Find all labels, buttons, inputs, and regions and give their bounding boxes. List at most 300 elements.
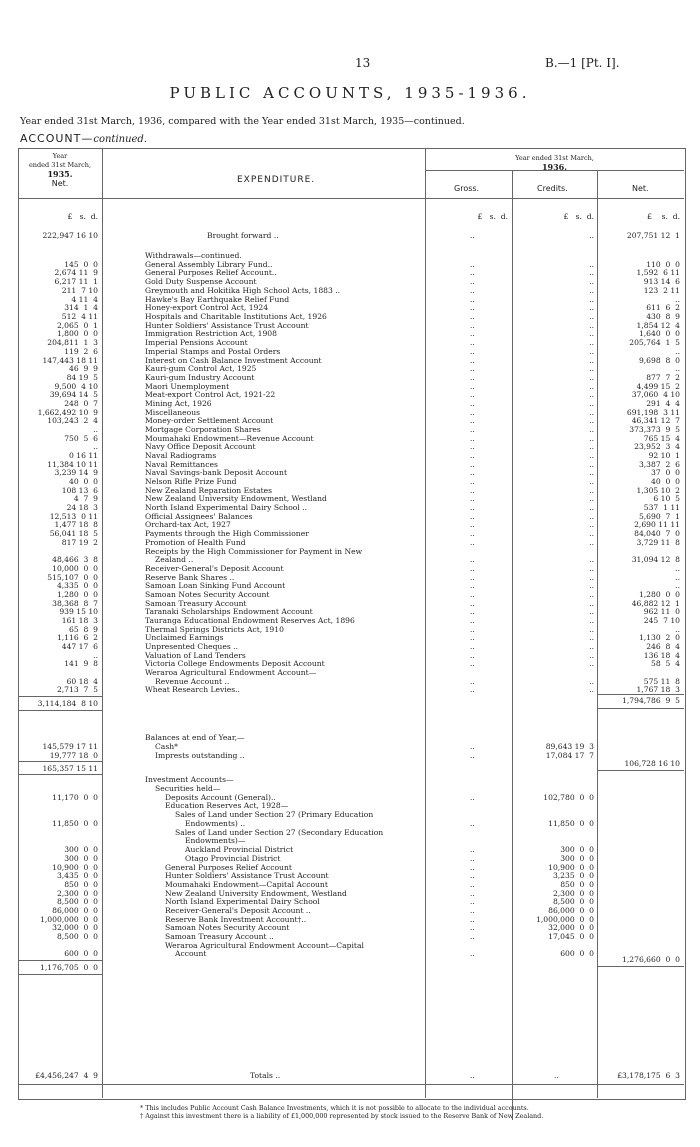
row-prev-value: 145 0 0	[64, 260, 98, 269]
row-label: Tauranga Educational Endowment Reserves Act, 1896	[145, 616, 355, 625]
row-label: Unpresented Cheques ..	[145, 642, 238, 651]
row-label: Valuation of Land Tenders	[145, 651, 246, 660]
row-net-value: 23,952 3 4	[634, 442, 680, 451]
row-label: Gold Duty Suspense Account	[145, 277, 257, 286]
row-net-value: 31,094 12 8	[631, 555, 680, 564]
row-prev-value: 56,041 18 5	[49, 529, 98, 538]
row-credits-value: ..	[589, 599, 594, 608]
row-prev-value: 60 18 4	[66, 677, 98, 686]
header-prev-year-line1: Year	[52, 152, 68, 160]
document-reference: B.—1 [Pt. I].	[545, 56, 620, 70]
header-net: Net.	[632, 184, 649, 193]
rule-investments-prev-2	[18, 974, 103, 975]
row-credits-value: ..	[589, 416, 594, 425]
row-credits-value: ..	[589, 581, 594, 590]
row-label: Samoan Notes Security Account	[165, 923, 290, 932]
row-prev-value: 850 0 0	[64, 880, 98, 889]
row-net-value: 136 18 4	[643, 651, 680, 660]
row-label: Official Assignees' Balances	[145, 512, 253, 521]
row-net-value: 37 0 0	[651, 468, 680, 477]
page-title: PUBLIC ACCOUNTS, 1935-1936.	[169, 84, 531, 102]
row-credits-value: ..	[589, 442, 594, 451]
row-gross-value: ..	[470, 460, 475, 469]
row-prev-value: 103,243 2 4	[47, 416, 98, 425]
row-prev-value: ..	[93, 651, 98, 660]
row-gross-value: ..	[470, 573, 475, 582]
subtitle: Year ended 31st March, 1936, compared with the Year ended 31st March, 1935—continued.	[20, 116, 465, 127]
header-prev-year	[18, 152, 102, 188]
row-gross-value: ..	[470, 390, 475, 399]
row-label: Hunter Soldiers' Assistance Trust Account	[145, 321, 309, 330]
header-current-year-line1: Year ended 31st March,	[515, 154, 594, 162]
row-credits-value: 11,850 0 0	[548, 819, 594, 828]
row-prev-value: 46 9 9	[69, 364, 98, 373]
row-label: Hospitals and Charitable Institutions Act, 1926	[145, 312, 327, 321]
row-label: Revenue Account ..	[155, 677, 230, 686]
currency-prev: £ s. d.	[67, 212, 98, 221]
row-gross-value: ..	[470, 742, 475, 751]
row-prev-value: 211 7 10	[61, 286, 98, 295]
row-credits-value: 850 0 0	[560, 880, 594, 889]
total-gross: ..	[470, 1071, 475, 1080]
row-label: General Purposes Relief Account..	[145, 268, 277, 277]
row-net-value: 2,690 11 11	[634, 520, 680, 529]
row-credits-value: 86,000 0 0	[548, 906, 594, 915]
row-gross-value: ..	[470, 642, 475, 651]
row-credits-value: ..	[589, 260, 594, 269]
footnote-2: † Against this investment there is a liability of £1,000,000 represented by stock issued to the Reserve Bank of New Zealand.	[140, 1112, 544, 1120]
row-gross-value: ..	[470, 321, 475, 330]
row-gross-value: ..	[470, 356, 475, 365]
row-prev-value: 40 0 0	[69, 477, 98, 486]
header-prev-year-line3: 1935.	[47, 169, 73, 179]
row-prev-value: 300 0 0	[64, 845, 98, 854]
row-gross-value: ..	[470, 286, 475, 295]
row-credits-value: 10,900 0 0	[548, 863, 594, 872]
row-label: Naval Remittances	[145, 460, 218, 469]
row-gross-value: ..	[470, 915, 475, 924]
row-net-value: 691,198 3 11	[626, 408, 680, 417]
row-credits-value: 8,500 0 0	[552, 897, 594, 906]
row-label: Endowments) ..	[185, 819, 246, 828]
row-label: Sales of Land under Section 27 (Secondary Education	[175, 828, 384, 837]
row-prev-value: 147,443 18 11	[42, 356, 98, 365]
row-net-value: 575 11 8	[643, 677, 680, 686]
page-number: 13	[355, 56, 371, 70]
row-label: New Zealand Reparation Estates	[145, 486, 273, 495]
row-gross-value: ..	[470, 949, 475, 958]
row-label: Nelson Rifle Prize Fund	[145, 477, 237, 486]
rule-withdrawals-net-2	[597, 708, 684, 709]
row-gross-value: ..	[470, 277, 475, 286]
row-gross-value: ..	[470, 494, 475, 503]
row-net-value: 84,040 7 0	[634, 529, 680, 538]
row-credits-value: ..	[589, 321, 594, 330]
row-label: Account	[175, 949, 207, 958]
row-label: North Island Experimental Dairy School	[165, 897, 320, 906]
row-credits-value: ..	[589, 607, 594, 616]
row-gross-value: ..	[470, 399, 475, 408]
row-prev-value: 39,694 14 5	[49, 390, 98, 399]
row-credits-value: ..	[589, 408, 594, 417]
row-gross-value: ..	[470, 793, 475, 802]
row-prev-value: 222,947 16 10	[42, 231, 98, 240]
row-prev-value: 1,116 6 2	[56, 633, 98, 642]
row-net-value: 291 4 4	[646, 399, 680, 408]
row-label: Sales of Land under Section 27 (Primary Education	[175, 810, 374, 819]
row-net-value: 245 7 10	[643, 616, 680, 625]
row-prev-value: 145,579 17 11	[42, 742, 98, 751]
row-label: General Assembly Library Fund..	[145, 260, 273, 269]
row-credits-value: ..	[589, 373, 594, 382]
row-credits-value: ..	[589, 347, 594, 356]
row-credits-value: 300 0 0	[560, 845, 594, 854]
row-credits-value: ..	[589, 477, 594, 486]
row-label: Navy Office Deposit Account	[145, 442, 256, 451]
row-credits-value: ..	[589, 625, 594, 634]
row-net-value: 913 14 6	[643, 277, 680, 286]
row-prev-value: 84 19 5	[66, 373, 98, 382]
row-net-value: 246 8 4	[646, 642, 680, 651]
row-credits-value: ..	[589, 512, 594, 521]
rule-investments-prev	[18, 960, 103, 961]
row-prev-value: ..	[93, 425, 98, 434]
row-label: Unclaimed Earnings	[145, 633, 224, 642]
row-prev-value: 600 0 0	[64, 949, 98, 958]
row-prev-value: 161 18 3	[61, 616, 98, 625]
row-label: Auckland Provincial District	[185, 845, 294, 854]
row-gross-value: ..	[470, 685, 475, 694]
row-prev-value: 817 19 2	[61, 538, 98, 547]
row-gross-value: ..	[470, 871, 475, 880]
row-label: Hawke's Bay Earthquake Relief Fund	[145, 295, 290, 304]
row-label: Balances at end of Year,—	[145, 733, 245, 742]
row-prev-value: 1,000,000 0 0	[40, 915, 98, 924]
header-credits: Credits.	[537, 184, 568, 193]
row-prev-value: 48,466 3 8	[52, 555, 98, 564]
row-net-value: 58 5 4	[651, 659, 680, 668]
row-gross-value: ..	[470, 260, 475, 269]
row-label: Taranaki Scholarships Endowment Account	[145, 607, 313, 616]
row-label: Weraroa Agricultural Endowment Account—Capital	[165, 941, 364, 950]
row-label: Securities held—	[155, 784, 221, 793]
row-prev-value: 2,674 11 9	[54, 268, 98, 277]
row-gross-value: ..	[470, 231, 475, 240]
row-net-value: 9,698 8 0	[638, 356, 680, 365]
row-prev-value: 515,107 0 0	[47, 573, 98, 582]
row-credits-value: ..	[589, 303, 594, 312]
row-gross-value: ..	[470, 382, 475, 391]
row-net-value: 1,130 2 0	[638, 633, 680, 642]
row-credits-value: 32,000 0 0	[548, 923, 594, 932]
row-net-value: 1,854 12 4	[636, 321, 680, 330]
row-prev-value: 1,477 18 8	[54, 520, 98, 529]
row-credits-value: ..	[589, 503, 594, 512]
row-net-value: 46,341 12 7	[631, 416, 680, 425]
row-prev-value: 19,777 18 0	[49, 751, 98, 760]
row-prev-value: 10,900 0 0	[52, 863, 98, 872]
row-credits-value: ..	[589, 633, 594, 642]
header-gross: Gross.	[454, 184, 480, 193]
row-label: Naval Savings-bank Deposit Account	[145, 468, 287, 477]
row-gross-value: ..	[470, 425, 475, 434]
row-prev-value: 119 2 6	[64, 347, 98, 356]
row-credits-value: ..	[589, 564, 594, 573]
row-net-value: ..	[675, 573, 680, 582]
rule-balances-prev	[18, 761, 103, 762]
row-prev-value: 447 17 6	[61, 642, 98, 651]
row-credits-value: ..	[589, 231, 594, 240]
divider-credits	[597, 170, 598, 1098]
row-label: Promotion of Health Fund	[145, 538, 246, 547]
row-gross-value: ..	[470, 677, 475, 686]
row-credits-value: ..	[589, 399, 594, 408]
row-credits-value: ..	[589, 468, 594, 477]
subtotal-balances-prev: 165,357 15 11	[42, 764, 98, 773]
row-gross-value: ..	[470, 880, 475, 889]
divider-prev	[102, 148, 103, 1098]
row-gross-value: ..	[470, 442, 475, 451]
row-credits-value: ..	[589, 677, 594, 686]
row-label: General Purposes Relief Account	[165, 863, 292, 872]
row-label: Kauri-gum Industry Account	[145, 373, 255, 382]
row-gross-value: ..	[470, 863, 475, 872]
row-prev-value: 1,662,492 10 9	[37, 408, 98, 417]
currency-net: £ s. d.	[647, 212, 680, 221]
subtotal-balances-net: 106,728 16 10	[624, 759, 680, 768]
row-credits-value: 2,300 0 0	[552, 889, 594, 898]
row-net-value: 123 2 11	[643, 286, 680, 295]
row-net-value: ..	[675, 625, 680, 634]
row-credits-value: ..	[589, 364, 594, 373]
header-current-year	[425, 154, 684, 172]
row-credits-value: ..	[589, 685, 594, 694]
row-prev-value: 939 15 10	[59, 607, 98, 616]
row-prev-value: 1,800 0 0	[56, 329, 98, 338]
row-label: New Zealand University Endowment, Westland	[165, 889, 347, 898]
row-net-value: 1,280 0 0	[638, 590, 680, 599]
row-credits-value: ..	[589, 329, 594, 338]
row-net-value: 611 6 2	[646, 303, 680, 312]
row-label: Interest on Cash Balance Investment Account	[145, 356, 322, 365]
row-prev-value: 11,384 10 11	[47, 460, 98, 469]
row-gross-value: ..	[470, 819, 475, 828]
row-credits-value: ..	[589, 277, 594, 286]
total-prev: £4,456,247 4 9	[35, 1071, 98, 1080]
row-label: Moumahaki Endowment—Revenue Account	[145, 434, 314, 443]
row-gross-value: ..	[470, 434, 475, 443]
row-label: Deposits Account (General)..	[165, 793, 276, 802]
row-net-value: 207,751 12 1	[626, 231, 680, 240]
row-gross-value: ..	[470, 520, 475, 529]
row-net-value: ..	[675, 295, 680, 304]
row-prev-value: 6,217 11 1	[54, 277, 98, 286]
row-prev-value: 11,850 0 0	[52, 819, 98, 828]
rule-investments-net	[597, 966, 684, 967]
row-label: Imperial Stamps and Postal Orders	[145, 347, 281, 356]
row-credits-value: ..	[589, 659, 594, 668]
row-gross-value: ..	[470, 295, 475, 304]
row-label: Kauri-gum Control Act, 1925	[145, 364, 257, 373]
row-prev-value: 512 4 11	[61, 312, 98, 321]
row-prev-value: 24 18 3	[66, 503, 98, 512]
row-gross-value: ..	[470, 512, 475, 521]
row-net-value: 877 7 2	[646, 373, 680, 382]
row-credits-value: ..	[589, 494, 594, 503]
row-credits-value: ..	[589, 573, 594, 582]
rule-withdrawals-prev-2	[18, 710, 103, 711]
row-gross-value: ..	[470, 625, 475, 634]
row-net-value: 5,690 7 1	[638, 512, 680, 521]
row-net-value: 962 11 0	[643, 607, 680, 616]
row-label: Miscellaneous	[145, 408, 200, 417]
row-label: Wheat Research Levies..	[145, 685, 240, 694]
row-prev-value: 4,335 0 0	[56, 581, 98, 590]
row-credits-value: 600 0 0	[560, 949, 594, 958]
rule-balances-net	[597, 770, 684, 771]
row-prev-value: 141 9 8	[64, 659, 98, 668]
row-gross-value: ..	[470, 607, 475, 616]
row-credits-value: ..	[589, 616, 594, 625]
row-label: Reserve Bank Investment Account†..	[165, 915, 307, 924]
currency-credits: £ s. d.	[563, 212, 594, 221]
row-net-value: 1,767 18 3	[636, 685, 680, 694]
row-gross-value: ..	[470, 633, 475, 642]
row-net-value: 110 0 0	[646, 260, 680, 269]
rule-withdrawals-net	[597, 694, 684, 695]
row-label: Victoria College Endowments Deposit Account	[145, 659, 325, 668]
header-current-year-line2: 1936.	[541, 162, 568, 172]
row-gross-value: ..	[470, 338, 475, 347]
total-net: £3,178,175 6 3	[617, 1071, 680, 1080]
row-label: Cash*	[155, 742, 178, 751]
row-prev-value: ..	[93, 442, 98, 451]
row-label: Immigration Restriction Act, 1908	[145, 329, 277, 338]
row-label: Samoan Loan Sinking Fund Account	[145, 581, 286, 590]
total-label: Totals ..	[250, 1071, 281, 1080]
row-label: Naval Radiograms	[145, 451, 217, 460]
subtotal-withdrawals-net: 1,794,786 9 5	[622, 696, 680, 705]
row-label: Weraroa Agricultural Endowment Account—	[145, 668, 317, 677]
row-gross-value: ..	[470, 590, 475, 599]
row-credits-value: ..	[589, 312, 594, 321]
row-credits-value: 1,000,000 0 0	[536, 915, 594, 924]
row-credits-value: ..	[589, 642, 594, 651]
row-gross-value: ..	[470, 581, 475, 590]
row-gross-value: ..	[470, 347, 475, 356]
row-label: Thermal Springs Districts Act, 1910	[145, 625, 284, 634]
row-label: Mortgage Corporation Shares	[145, 425, 261, 434]
row-prev-value: 86,000 0 0	[52, 906, 98, 915]
row-gross-value: ..	[470, 538, 475, 547]
row-label: Samoan Notes Security Account	[145, 590, 270, 599]
row-credits-value: ..	[589, 538, 594, 547]
row-gross-value: ..	[470, 906, 475, 915]
row-gross-value: ..	[470, 312, 475, 321]
page-header	[0, 56, 700, 76]
row-gross-value: ..	[470, 555, 475, 564]
row-credits-value: 17,045 0 0	[548, 932, 594, 941]
row-label: Money-order Settlement Account	[145, 416, 274, 425]
row-gross-value: ..	[470, 751, 475, 760]
row-gross-value: ..	[470, 468, 475, 477]
row-gross-value: ..	[470, 889, 475, 898]
row-credits-value: ..	[589, 590, 594, 599]
row-net-value: 765 15 4	[643, 434, 680, 443]
account-title: ACCOUNT—	[20, 132, 94, 145]
row-label: Endowments)—	[185, 836, 246, 845]
row-credits-value: ..	[589, 286, 594, 295]
row-gross-value: ..	[470, 651, 475, 660]
row-label: Zealand ..	[155, 555, 194, 564]
row-net-value: 46,882 12 1	[631, 599, 680, 608]
row-credits-value: ..	[589, 434, 594, 443]
row-net-value: 537 1 11	[643, 503, 680, 512]
row-net-value: 4,499 15 2	[636, 382, 680, 391]
row-gross-value: ..	[470, 616, 475, 625]
row-gross-value: ..	[470, 408, 475, 417]
row-credits-value: 102,780 0 0	[543, 793, 594, 802]
row-prev-value: 8,500 0 0	[56, 897, 98, 906]
row-label: Mining Act, 1926	[145, 399, 212, 408]
row-credits-value: ..	[589, 382, 594, 391]
divider-gross	[512, 170, 513, 1120]
row-prev-value: 2,065 0 1	[56, 321, 98, 330]
row-net-value: 3,387 2 6	[638, 460, 680, 469]
row-net-value: ..	[675, 564, 680, 573]
row-gross-value: ..	[470, 854, 475, 863]
row-gross-value: ..	[470, 486, 475, 495]
row-label: Receiver-General's Deposit Account	[145, 564, 284, 573]
row-credits-value: ..	[589, 460, 594, 469]
row-gross-value: ..	[470, 923, 475, 932]
row-net-value: 205,764 1 5	[629, 338, 680, 347]
row-label: Honey-export Control Act, 1924	[145, 303, 269, 312]
account-heading	[20, 132, 147, 145]
row-net-value: 1,305 10 2	[636, 486, 680, 495]
rule-totals	[18, 1084, 684, 1085]
row-credits-value: 300 0 0	[560, 854, 594, 863]
row-label: North Island Experimental Dairy School ..	[145, 503, 308, 512]
row-label: Otago Provincial District	[185, 854, 281, 863]
row-gross-value: ..	[470, 845, 475, 854]
row-gross-value: ..	[470, 416, 475, 425]
row-prev-value: 108 13 6	[61, 486, 98, 495]
row-label: Hunter Soldiers' Assistance Trust Account	[165, 871, 329, 880]
row-credits-value: ..	[589, 390, 594, 399]
row-label: Orchard-tax Act, 1927	[145, 520, 231, 529]
row-prev-value: 12,513 0 11	[49, 512, 98, 521]
row-net-value: ..	[675, 364, 680, 373]
header-expenditure: EXPENDITURE.	[237, 175, 316, 185]
row-gross-value: ..	[470, 477, 475, 486]
row-credits-value: 17,084 17 7	[545, 751, 594, 760]
row-label: Education Reserves Act, 1928—	[165, 801, 289, 810]
row-label: Samoan Treasury Account	[145, 599, 247, 608]
row-prev-value: 11,170 0 0	[52, 793, 98, 802]
row-label: Investment Accounts—	[145, 775, 234, 784]
row-prev-value: 248 0 7	[64, 399, 98, 408]
row-label: Reserve Bank Shares ..	[145, 573, 235, 582]
row-gross-value: ..	[470, 932, 475, 941]
row-credits-value: ..	[589, 520, 594, 529]
subtotal-investments-prev: 1,176,705 0 0	[40, 963, 98, 972]
row-prev-value: 9,500 4 10	[54, 382, 98, 391]
row-gross-value: ..	[470, 303, 475, 312]
row-credits-value: ..	[589, 295, 594, 304]
row-prev-value: 314 1 4	[64, 303, 98, 312]
row-gross-value: ..	[470, 268, 475, 277]
